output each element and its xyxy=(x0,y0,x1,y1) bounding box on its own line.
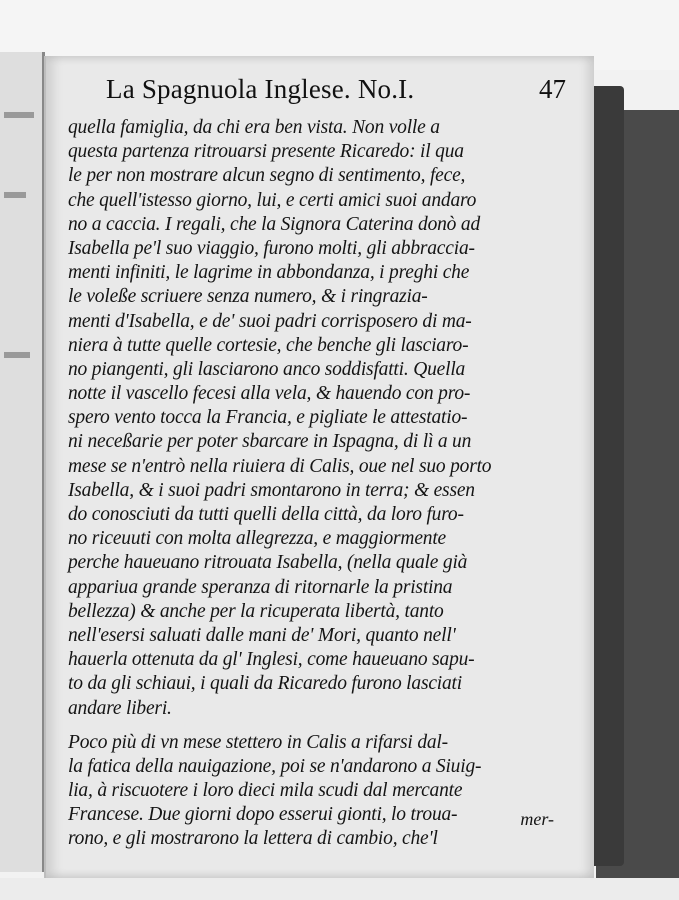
text-line: menti d'Isabella, e de' suoi padri corrisposero di ma- xyxy=(68,310,472,332)
text-line: Poco più di vn mese stettero in Calis a rifarsi dal- xyxy=(68,731,448,753)
text-line: che quell'istesso giorno, lui, e certi amici suoi andaro xyxy=(68,189,477,211)
page-header xyxy=(106,74,566,114)
page-number: 47 xyxy=(539,74,566,104)
book-cover-edge xyxy=(592,86,624,866)
text-line: Isabella, & i suoi padri smontarono in terra; & essen xyxy=(68,479,475,501)
text-line: bellezza) & anche per la ricuperata libertà, tanto xyxy=(68,600,444,622)
text-line: no a caccia. I regali, che la Signora Caterina donò ad xyxy=(68,213,481,235)
running-title: La Spagnuola Inglese. No.I. xyxy=(106,74,415,104)
book-page xyxy=(44,56,594,878)
text-line: andare liberi. xyxy=(68,697,172,719)
text-line: no riceuuti con molta allegrezza, e maggiormente xyxy=(68,528,446,550)
background-bottom xyxy=(0,878,679,900)
text-line: perche haueuano ritrouata Isabella, (nella quale già xyxy=(68,552,468,574)
text-line: appariua grande speranza di ritornarle la pristina xyxy=(68,576,453,598)
paragraph-2 xyxy=(68,731,568,852)
text-line: do conosciuti da tutti quelli della città, da loro furo- xyxy=(68,504,464,525)
text-line: le voleße scriuere senza numero, & i ringrazia- xyxy=(68,286,428,308)
text-line: menti infiniti, le lagrime in abbondanza, i preghi che xyxy=(68,262,470,284)
text-line: rono, e gli mostrarono la lettera di cambio, che'l xyxy=(68,828,438,850)
text-line: notte il vascello fecesi alla vela, & hauendo con pro- xyxy=(68,383,471,405)
text-line: spero vento tocca la Francia, e pigliate le attestatio- xyxy=(68,407,468,429)
text-line: lia, à riscuotere i loro dieci mila scudi dal mercante xyxy=(68,780,463,802)
catchword: mer- xyxy=(520,809,554,829)
text-line: Isabella pe'l suo viaggio, furono molti, gli abbraccia- xyxy=(68,237,475,259)
ghost-text xyxy=(4,352,30,358)
text-line: niera à tutte quelle cortesie, che benche gli lasciaro- xyxy=(68,334,469,356)
text-line: mese se n'entrò nella riuiera di Calis, oue nel suo porto xyxy=(68,455,492,477)
paragraph-1 xyxy=(68,116,568,721)
text-line: to da gli schiaui, i quali da Ricaredo furono lasciati xyxy=(68,673,462,695)
facing-page-edge xyxy=(0,52,45,872)
text-line: nell'esersi saluati dalle mani de' Mori, quanto nell' xyxy=(68,624,456,646)
text-line: le per non mostrare alcun segno di sentimento, fece, xyxy=(68,165,466,187)
text-line: quella famiglia, da chi era ben vista. Non volle a xyxy=(68,117,440,138)
body-text xyxy=(68,116,568,852)
ghost-text xyxy=(4,112,34,118)
text-line: questa partenza ritrouarsi presente Ricaredo: il qua xyxy=(68,141,464,163)
text-line: Francese. Due giorni dopo esserui gionti, lo troua- xyxy=(68,804,458,826)
text-line: ni neceßarie per poter sbarcare in Ispagna, di lì a un xyxy=(68,431,472,453)
text-line: no piangenti, gli lasciarono anco soddisfatti. Quella xyxy=(68,358,466,380)
text-line: la fatica della nauigazione, poi se n'andarono a Siuig- xyxy=(68,755,482,777)
ghost-text xyxy=(4,192,26,198)
text-line: hauerla ottenuta da gl' Inglesi, come haueuano sapu- xyxy=(68,649,475,671)
